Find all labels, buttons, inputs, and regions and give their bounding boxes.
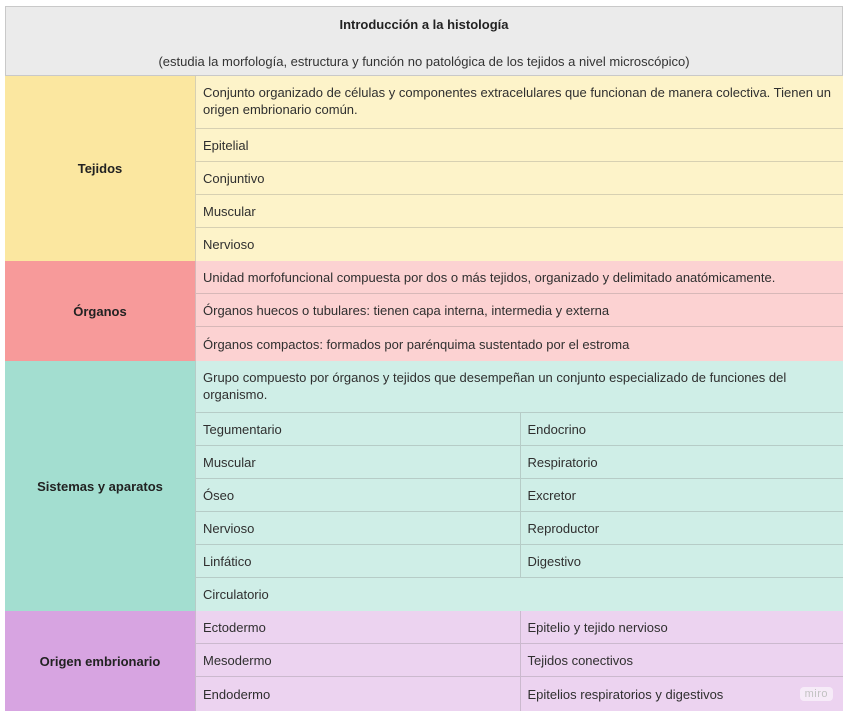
table-row (195, 327, 843, 361)
table-row (195, 162, 843, 195)
histology-table (5, 6, 843, 711)
table-row (195, 446, 843, 479)
origen-derivative: Tejidos conectivos (520, 644, 844, 676)
miro-watermark: miro (800, 687, 833, 701)
sistema-item: Excretor (520, 479, 844, 511)
organos-item: Órganos huecos o tubulares: tienen capa interna, intermedia y externa (203, 302, 610, 318)
tejidos-rows (195, 76, 843, 261)
tejidos-item: Epitelial (203, 137, 249, 153)
organos-item: Órganos compactos: formados por parénquima sustentado por el estroma (203, 336, 630, 352)
tejidos-item: Conjuntivo (203, 170, 265, 186)
category-tejidos: Tejidos (5, 76, 195, 261)
table-row (195, 512, 843, 545)
section-sistemas (5, 361, 843, 611)
table-row (195, 294, 843, 327)
table-row (195, 677, 843, 711)
sistema-item: Digestivo (520, 545, 844, 577)
page-subtitle: (estudia la morfología, estructura y función no patológica de los tejidos a nivel microscópico) (158, 54, 690, 69)
sistema-item: Nervioso (203, 520, 255, 536)
table-row (195, 195, 843, 228)
table-row (195, 261, 843, 294)
page-title: Introducción a la histología (339, 17, 509, 32)
sistema-item: Óseo (203, 487, 235, 503)
organos-description: Unidad morfofuncional compuesta por dos o más tejidos, organizado y delimitado anatómicamente. (203, 269, 776, 285)
table-row (195, 479, 843, 512)
category-sistemas: Sistemas y aparatos (5, 361, 195, 611)
sistema-item: Circulatorio (203, 587, 269, 602)
tejidos-description: Conjunto organizado de células y componentes extracelulares que funcionan de manera colectiva. Tienen un origen embrionario común. (203, 85, 832, 117)
title-header (5, 6, 843, 76)
tejidos-item: Nervioso (203, 237, 255, 252)
origen-layer: Ectodermo (203, 619, 266, 635)
table-row (195, 545, 843, 578)
table-row (195, 361, 843, 413)
sistemas-description: Grupo compuesto por órganos y tejidos que desempeñan un conjunto especializado de funciones del organismo. (203, 370, 787, 402)
origen-derivative: Epitelio y tejido nervioso (520, 611, 844, 643)
table-row (195, 413, 843, 446)
table-row (195, 129, 843, 162)
tejidos-item: Muscular (203, 203, 256, 219)
origen-rows (195, 611, 843, 711)
table-row (195, 228, 843, 261)
origen-derivative: Epitelios respiratorios y digestivos (520, 677, 844, 711)
sistema-item: Muscular (203, 454, 256, 470)
sistema-item: Tegumentario (203, 421, 282, 437)
sistema-item: Reproductor (520, 512, 844, 544)
origen-layer: Mesodermo (203, 652, 272, 668)
organos-rows (195, 261, 843, 361)
section-tejidos (5, 76, 843, 261)
category-organos: Órganos (5, 261, 195, 361)
sistema-item: Respiratorio (520, 446, 844, 478)
table-row (195, 644, 843, 677)
section-organos (5, 261, 843, 361)
origen-layer: Endodermo (203, 686, 271, 702)
section-origen (5, 611, 843, 711)
sistemas-rows (195, 361, 843, 611)
sistema-item: Endocrino (520, 413, 844, 445)
table-row (195, 611, 843, 644)
sistema-item: Linfático (203, 553, 252, 569)
table-row (195, 578, 843, 611)
table-row (195, 76, 843, 129)
category-origen: Origen embrionario (5, 611, 195, 711)
